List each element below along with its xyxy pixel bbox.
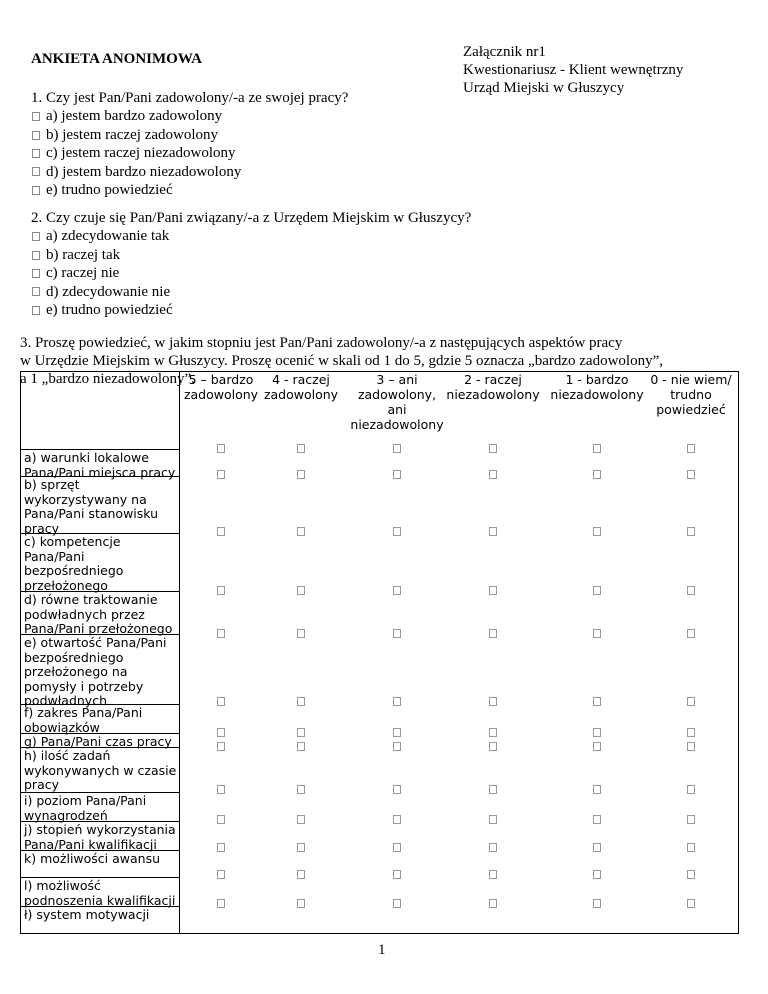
- rating-checkbox[interactable]: [393, 697, 401, 706]
- row-label: i) poziom Pana/Pani wynagrodzeń: [24, 793, 147, 823]
- checkbox[interactable]: [32, 149, 40, 158]
- rating-checkbox[interactable]: [217, 899, 225, 908]
- checkbox[interactable]: [32, 251, 40, 260]
- question-1-option[interactable]: [31, 163, 348, 181]
- row-label: j) stopień wykorzystania Pana/Pani kwalifikacji: [24, 822, 176, 852]
- rating-checkbox[interactable]: [297, 697, 305, 706]
- row-label: l) możliwość podnoszenia kwalifikacji: [24, 878, 176, 908]
- rating-checkbox[interactable]: [593, 785, 601, 794]
- rating-checkbox[interactable]: [297, 629, 305, 638]
- rating-checkbox[interactable]: [393, 742, 401, 751]
- attachment-info: [463, 43, 683, 97]
- rating-checkbox[interactable]: [593, 444, 601, 453]
- rating-checkbox[interactable]: [687, 742, 695, 751]
- row-label: k) możliwości awansu: [24, 851, 161, 866]
- column-header: 0 - nie wiem/ trudno powiedzieć: [650, 372, 732, 417]
- option-label: d) zdecydowanie nie: [46, 283, 171, 300]
- rating-checkbox[interactable]: [297, 470, 305, 479]
- rating-checkbox[interactable]: [393, 629, 401, 638]
- rating-checkbox[interactable]: [489, 527, 497, 536]
- row-label: b) sprzęt wykorzystywany na Pana/Pani stanowisku pracy: [24, 477, 159, 536]
- rating-checkbox[interactable]: [217, 527, 225, 536]
- question-1: [31, 89, 348, 199]
- rating-checkbox[interactable]: [687, 899, 695, 908]
- option-label: c) jestem raczej niezadowolony: [46, 145, 236, 162]
- rating-checkbox[interactable]: [593, 470, 601, 479]
- rating-checkbox[interactable]: [489, 444, 497, 453]
- question-3-line: a 1 „bardzo niezadowolony”.: [20, 371, 195, 387]
- rating-checkbox[interactable]: [593, 870, 601, 879]
- option-label: e) trudno powiedzieć: [46, 302, 173, 319]
- rating-checkbox[interactable]: [393, 870, 401, 879]
- question-1-option[interactable]: [31, 181, 348, 199]
- rating-checkbox[interactable]: [217, 870, 225, 879]
- question-2-option[interactable]: [31, 264, 471, 282]
- rating-checkbox[interactable]: [593, 586, 601, 595]
- rating-checkbox[interactable]: [593, 742, 601, 751]
- rating-checkbox[interactable]: [297, 586, 305, 595]
- rating-checkbox[interactable]: [687, 470, 695, 479]
- column-header: 3 – ani zadowolony, ani niezadowolony: [350, 372, 444, 432]
- rating-checkbox[interactable]: [489, 785, 497, 794]
- row-label: c) kompetencje Pana/Pani bezpośredniego przełożonego: [24, 534, 124, 593]
- rating-checkbox[interactable]: [687, 629, 695, 638]
- attachment-line: Urząd Miejski w Głuszycy: [463, 80, 625, 96]
- rating-checkbox[interactable]: [489, 697, 497, 706]
- rating-checkbox[interactable]: [489, 870, 497, 879]
- rating-checkbox[interactable]: [489, 815, 497, 824]
- rating-checkbox[interactable]: [489, 629, 497, 638]
- question-1-option[interactable]: [31, 144, 348, 162]
- option-label: d) jestem bardzo niezadowolony: [46, 163, 242, 180]
- checkbox[interactable]: [32, 232, 40, 241]
- question-2-option[interactable]: [31, 246, 471, 264]
- rating-checkbox[interactable]: [297, 843, 305, 852]
- rating-checkbox[interactable]: [489, 586, 497, 595]
- rating-checkbox[interactable]: [593, 728, 601, 737]
- rating-checkbox[interactable]: [217, 586, 225, 595]
- column-header: 1 - bardzo niezadowolony: [550, 372, 644, 402]
- checkbox[interactable]: [32, 306, 40, 315]
- rating-checkbox[interactable]: [489, 728, 497, 737]
- rating-checkbox[interactable]: [217, 742, 225, 751]
- rating-checkbox[interactable]: [489, 470, 497, 479]
- checkbox[interactable]: [32, 186, 40, 195]
- rating-checkbox[interactable]: [593, 843, 601, 852]
- rating-checkbox[interactable]: [489, 742, 497, 751]
- rating-checkbox[interactable]: [217, 728, 225, 737]
- rating-checkbox[interactable]: [393, 586, 401, 595]
- rating-checkbox[interactable]: [297, 444, 305, 453]
- rating-checkbox[interactable]: [393, 728, 401, 737]
- checkbox[interactable]: [32, 269, 40, 278]
- row-label: d) równe traktowanie podwładnych przez Pana/Pani przełożonego: [24, 592, 173, 636]
- attachment-line: Kwestionariusz - Klient wewnętrzny: [463, 62, 684, 78]
- rating-checkbox[interactable]: [593, 629, 601, 638]
- question-3-line: w Urzędzie Miejskim w Głuszycy. Proszę ocenić w skali od 1 do 5, gdzie 5 oznacza „bardzo zadowolony”,: [20, 353, 663, 369]
- rating-checkbox[interactable]: [593, 697, 601, 706]
- attachment-line: Załącznik nr1: [463, 44, 546, 60]
- rating-checkbox[interactable]: [217, 470, 225, 479]
- rating-checkbox[interactable]: [297, 899, 305, 908]
- question-1-option[interactable]: [31, 107, 348, 125]
- option-label: e) trudno powiedzieć: [46, 182, 173, 199]
- rating-checkbox[interactable]: [297, 870, 305, 879]
- question-1-option[interactable]: [31, 126, 348, 144]
- row-label: a) warunki lokalowe Pana/Pani miejsca pracy: [24, 450, 176, 480]
- question-3-line: 3. Proszę powiedzieć, w jakim stopniu jest Pan/Pani zadowolony/-a z następujących aspektów pracy: [20, 335, 623, 351]
- rating-checkbox[interactable]: [593, 899, 601, 908]
- row-label: ł) system motywacji: [24, 907, 150, 922]
- rating-checkbox[interactable]: [687, 815, 695, 824]
- rating-checkbox[interactable]: [393, 843, 401, 852]
- option-label: a) zdecydowanie tak: [46, 228, 170, 245]
- rating-checkbox[interactable]: [687, 870, 695, 879]
- rating-checkbox[interactable]: [393, 444, 401, 453]
- rating-checkbox[interactable]: [297, 527, 305, 536]
- option-label: a) jestem bardzo zadowolony: [46, 108, 223, 125]
- question-2-text: 2. Czy czuje się Pan/Pani związany/-a z Urzędem Miejskim w Głuszycy?: [31, 210, 472, 226]
- rating-checkbox[interactable]: [217, 444, 225, 453]
- column-header: 5 – bardzo zadowolony: [183, 372, 259, 402]
- rating-checkbox[interactable]: [687, 785, 695, 794]
- rating-checkbox[interactable]: [297, 742, 305, 751]
- rating-checkbox[interactable]: [297, 728, 305, 737]
- question-2-option[interactable]: [31, 301, 471, 319]
- rating-checkbox[interactable]: [217, 629, 225, 638]
- rating-checkbox[interactable]: [217, 697, 225, 706]
- row-label: h) ilość zadań wykonywanych w czasie pracy: [24, 748, 177, 792]
- rating-checkbox[interactable]: [217, 785, 225, 794]
- rating-checkbox[interactable]: [393, 527, 401, 536]
- rating-checkbox[interactable]: [489, 843, 497, 852]
- rating-checkbox[interactable]: [393, 470, 401, 479]
- row-label: f) zakres Pana/Pani obowiązków: [24, 705, 143, 735]
- row-label: e) otwartość Pana/Pani bezpośredniego przełożonego na pomysły i potrzeby podwładnych: [24, 635, 167, 708]
- rating-checkbox[interactable]: [393, 815, 401, 824]
- checkbox[interactable]: [32, 167, 40, 176]
- question-2-option[interactable]: [31, 227, 471, 245]
- question-2: [31, 209, 471, 319]
- checkbox[interactable]: [32, 131, 40, 140]
- rating-checkbox[interactable]: [217, 843, 225, 852]
- rating-table: [20, 371, 739, 934]
- row-label: g) Pana/Pani czas pracy: [24, 734, 172, 749]
- option-label: c) raczej nie: [46, 265, 120, 282]
- rating-checkbox[interactable]: [593, 815, 601, 824]
- rating-checkbox[interactable]: [687, 527, 695, 536]
- checkbox[interactable]: [32, 287, 40, 296]
- column-header: 4 - raczej zadowolony: [263, 372, 339, 402]
- survey-title: ANKIETA ANONIMOWA: [31, 51, 202, 67]
- checkbox[interactable]: [32, 112, 40, 121]
- rating-checkbox[interactable]: [489, 899, 497, 908]
- rating-checkbox[interactable]: [297, 785, 305, 794]
- page-number: 1: [378, 942, 386, 958]
- rating-checkbox[interactable]: [297, 815, 305, 824]
- rating-checkbox[interactable]: [687, 728, 695, 737]
- rating-checkbox[interactable]: [687, 697, 695, 706]
- rating-checkbox[interactable]: [687, 444, 695, 453]
- column-header: 2 - raczej niezadowolony: [446, 372, 540, 402]
- rating-checkbox[interactable]: [393, 899, 401, 908]
- rating-checkbox[interactable]: [217, 815, 225, 824]
- option-label: b) raczej tak: [46, 246, 121, 263]
- option-label: b) jestem raczej zadowolony: [46, 126, 219, 143]
- rating-checkbox[interactable]: [593, 527, 601, 536]
- question-2-option[interactable]: [31, 283, 471, 301]
- rating-checkbox[interactable]: [393, 785, 401, 794]
- rating-checkbox[interactable]: [687, 586, 695, 595]
- question-1-text: 1. Czy jest Pan/Pani zadowolony/-a ze swojej pracy?: [31, 90, 349, 106]
- rating-checkbox[interactable]: [687, 843, 695, 852]
